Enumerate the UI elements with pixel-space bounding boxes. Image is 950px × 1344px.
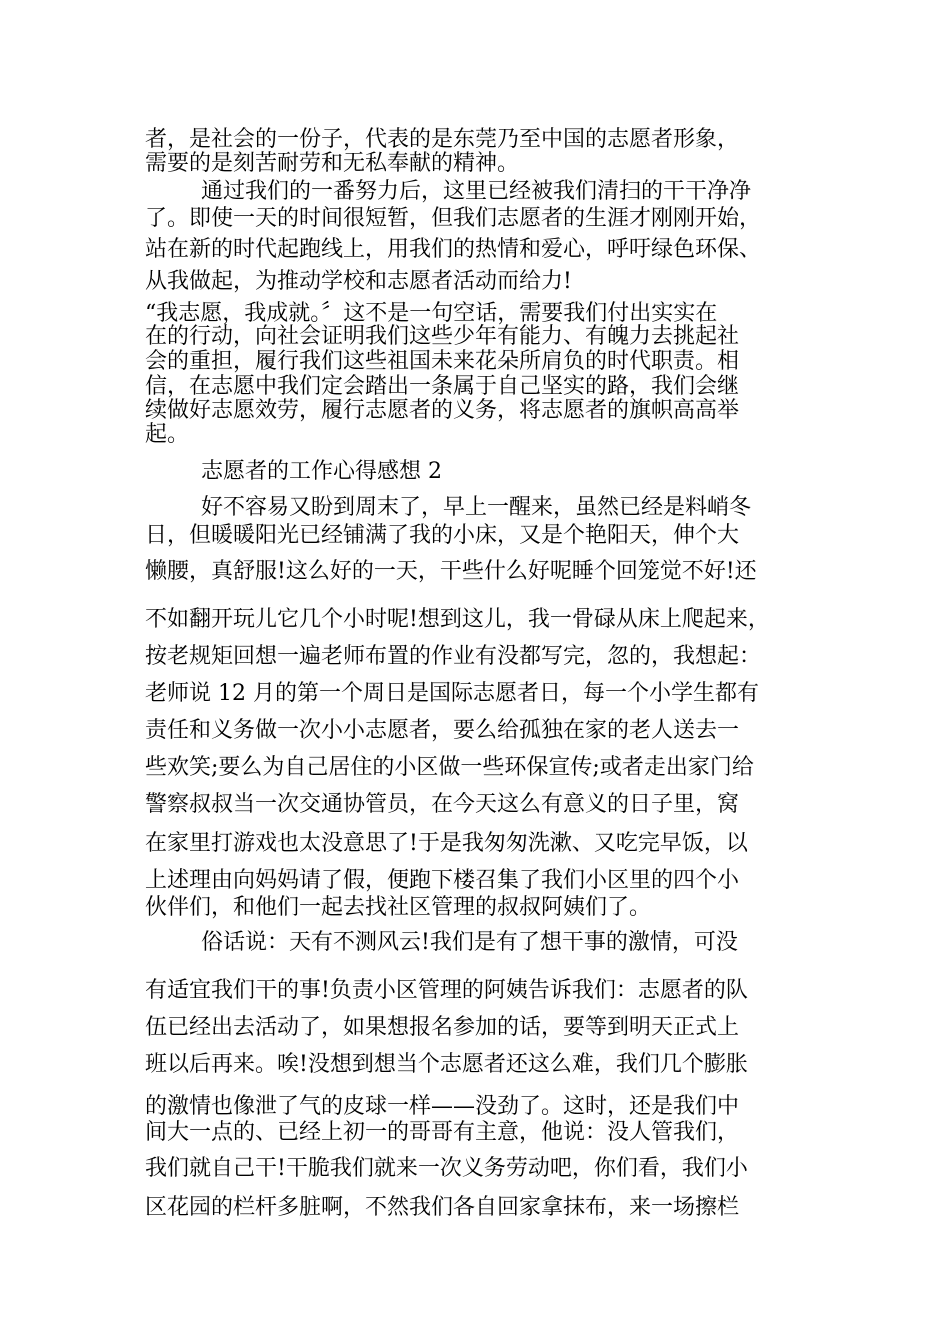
text-line: 好不容易又盼到周末了，早上一醒来，虽然已经是料峭冬 — [201, 495, 752, 520]
text-line: 班以后再来。唉!没想到想当个志愿者还这么难，我们几个膨胀 — [145, 1052, 748, 1077]
text-line: 上述理由向妈妈请了假，便跑下楼召集了我们小区里的四个小 — [145, 868, 740, 893]
text-line: 通过我们的一番努力后，这里已经被我们清扫的干干净净 — [201, 179, 752, 204]
text-line: 间大一点的、已经上初一的哥哥有主意，他说：没人管我们， — [145, 1120, 740, 1145]
text-line: 警察叔叔当一次交通协管员，在今天这么有意义的日子里，窝 — [145, 792, 740, 817]
text-line: 我们就自己干!干脆我们就来一次义务劳动吧，你们看，我们小 — [145, 1156, 748, 1181]
text-line: 信，在志愿中我们定会踏出一条属于自己坚实的路，我们会继 — [145, 374, 740, 399]
text-line: 有适宜我们干的事!负责小区管理的阿姨告诉我们：志愿者的队 — [145, 978, 748, 1003]
section-heading: 志愿者的工作心得感想 2 — [201, 459, 442, 484]
text-line: 日，但暖暖阳光已经铺满了我的小床，又是个艳阳天，伸个大 — [145, 523, 740, 548]
text-line: 了。即使一天的时间很短暂，但我们志愿者的生涯才刚刚开始， — [145, 206, 762, 231]
text-line: 责任和义务做一次小小志愿者，要么给孤独在家的老人送去一 — [145, 718, 740, 743]
text-line: 区花园的栏杆多脏啊，不然我们各自回家拿抹布，来一场擦栏 — [145, 1195, 740, 1220]
text-line: 者，是社会的一份子，代表的是东莞乃至中国的志愿者形象， — [145, 127, 740, 152]
text-line: 懒腰，真舒服!这么好的一天，干些什么好呢睡个回笼觉不好!还 — [145, 559, 757, 584]
text-line: 从我做起，为推动学校和志愿者活动而给力! — [145, 269, 572, 294]
text-line: 在家里打游戏也太没意思了!于是我匆匆洗漱、又吃完早饭，以 — [145, 831, 748, 856]
text-line: 伙伴们，和他们一起去找社区管理的叔叔阿姨们了。 — [145, 895, 652, 920]
text-line: 的激情也像泄了气的皮球一样——没劲了。这时，还是我们中 — [145, 1094, 740, 1119]
text-line: 在的行动，向社会证明我们这些少年有能力、有魄力去挑起社 — [145, 324, 740, 349]
text-line: 按老规矩回想一遍老师布置的作业有没都写完，忽的，我想起： — [145, 644, 762, 669]
text-line: 起。 — [145, 422, 190, 447]
text-line: 会的重担，履行我们这些祖国未来花朵所肩负的时代职责。相 — [145, 349, 740, 374]
text-line: 不如翻开玩儿它几个小时呢!想到这儿，我一骨碌从床上爬起来， — [145, 607, 770, 632]
text-line: 老师说 12 月的第一个周日是国际志愿者日，每一个小学生都有 — [145, 681, 759, 706]
text-line: 些欢笑;要么为自己居住的小区做一些环保宣传;或者走出家门给 — [145, 755, 754, 780]
text-line: 站在新的时代起跑线上，用我们的热情和爱心，呼吁绿色环保、 — [145, 237, 762, 262]
text-line: 俗话说：天有不测风云!我们是有了想干事的激情，可没 — [201, 930, 738, 955]
text-line: 需要的是刻苦耐劳和无私奉献的精神。 — [145, 151, 520, 176]
text-line: 续做好志愿效劳，履行志愿者的义务，将志愿者的旗帜高高举 — [145, 398, 740, 423]
text-line: “我志愿，我成就。〞这不是一句空话，需要我们付出实实在 — [145, 301, 718, 326]
text-line: 伍已经出去活动了，如果想报名参加的话，要等到明天正式上 — [145, 1015, 740, 1040]
